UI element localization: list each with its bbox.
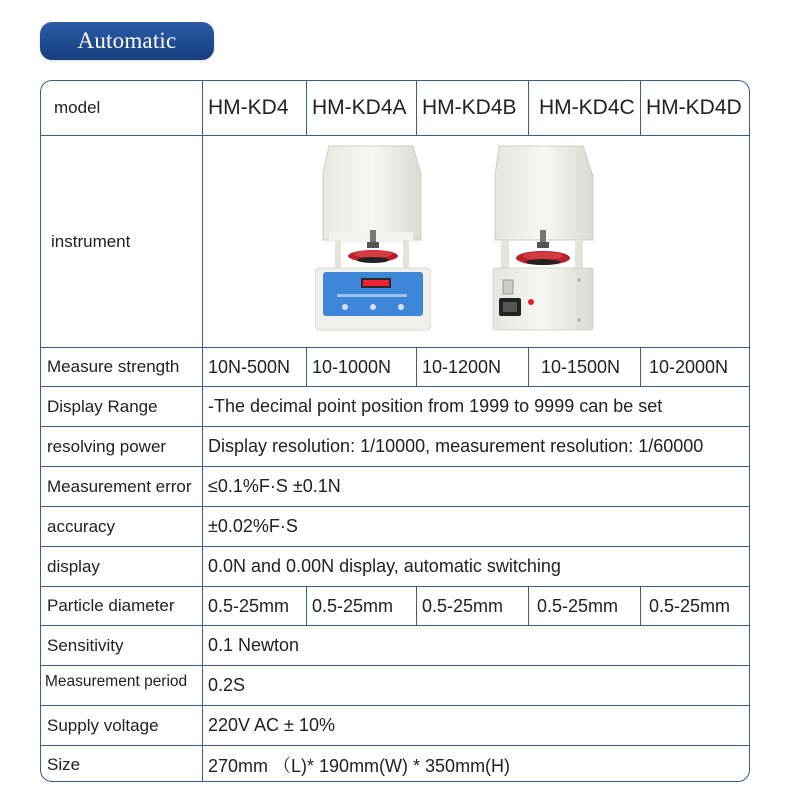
- measurement-error-row: [41, 467, 749, 507]
- particle-diameter-cell: 0.5-25mm: [203, 587, 307, 625]
- sensitivity-label: Sensitivity: [41, 626, 203, 665]
- particle-diameter-cell: 0.5-25mm: [649, 595, 731, 616]
- supply-voltage-value: 220V AC ± 10%: [208, 715, 335, 735]
- model-row: [41, 81, 749, 136]
- model-label: model: [41, 81, 203, 135]
- measurement-period-value: 0.2S: [208, 675, 246, 695]
- size-value: 270mm （L)* 190mm(W) * 350mm(H): [208, 755, 511, 776]
- measure-strength-cell: 10-1500N: [529, 348, 641, 386]
- display-label: display: [41, 547, 203, 586]
- instrument-label: instrument: [41, 136, 203, 347]
- resolving-power-row: [41, 427, 749, 467]
- measurement-error-label: Measurement error: [41, 467, 203, 506]
- measure-strength-cell: 10-1000N: [307, 348, 417, 386]
- measure-strength-cell: 10-1200N: [417, 348, 529, 386]
- model-cell: HM-KD4B: [417, 81, 529, 135]
- instrument-images: [203, 136, 749, 347]
- particle-diameter-cell: 0.5-25mm: [417, 587, 529, 625]
- display-range-label: Display Range: [41, 387, 203, 426]
- resolving-power-label: resolving power: [41, 427, 203, 466]
- instrument-row: [41, 136, 749, 348]
- model-cell: HM-KD4C: [529, 81, 641, 135]
- resolving-power-value: Display resolution: 1/10000, measurement resolution: 1/60000: [208, 436, 704, 456]
- instrument-image-front: [315, 144, 431, 334]
- measurement-error-value: ≤0.1%F·S ±0.1N: [208, 476, 341, 496]
- particle-diameter-cell: 0.5-25mm: [529, 587, 641, 625]
- display-range-value: -The decimal point position from 1999 to 9999 can be set: [208, 396, 663, 416]
- measurement-period-label: Measurement period: [41, 666, 203, 705]
- model-cell: HM-KD4: [203, 81, 307, 135]
- measure-strength-label: Measure strength: [41, 348, 203, 386]
- measurement-period-row: [41, 666, 749, 706]
- measure-strength-cell: 10N-500N: [203, 348, 307, 386]
- sensitivity-value: 0.1 Newton: [208, 635, 300, 655]
- instrument-image-back: [489, 144, 599, 334]
- particle-diameter-label: Particle diameter: [41, 587, 203, 625]
- supply-voltage-row: [41, 706, 749, 746]
- supply-voltage-label: Supply voltage: [41, 706, 203, 745]
- display-row: [41, 547, 749, 587]
- measure-strength-row: [41, 348, 749, 387]
- size-row: [41, 746, 749, 782]
- measure-strength-cell: 10-2000N: [649, 356, 729, 377]
- section-title: Automatic: [40, 22, 214, 60]
- particle-diameter-cell: 0.5-25mm: [307, 587, 417, 625]
- sensitivity-row: [41, 626, 749, 666]
- spec-table: [40, 80, 750, 782]
- particle-diameter-row: [41, 587, 749, 626]
- model-cell: HM-KD4D: [646, 96, 742, 119]
- accuracy-label: accuracy: [41, 507, 203, 546]
- model-cell: HM-KD4A: [307, 81, 417, 135]
- accuracy-row: [41, 507, 749, 547]
- accuracy-value: ±0.02%F·S: [208, 516, 298, 536]
- display-value: 0.0N and 0.00N display, automatic switching: [208, 556, 561, 576]
- display-range-row: [41, 387, 749, 427]
- size-label: Size: [41, 746, 203, 782]
